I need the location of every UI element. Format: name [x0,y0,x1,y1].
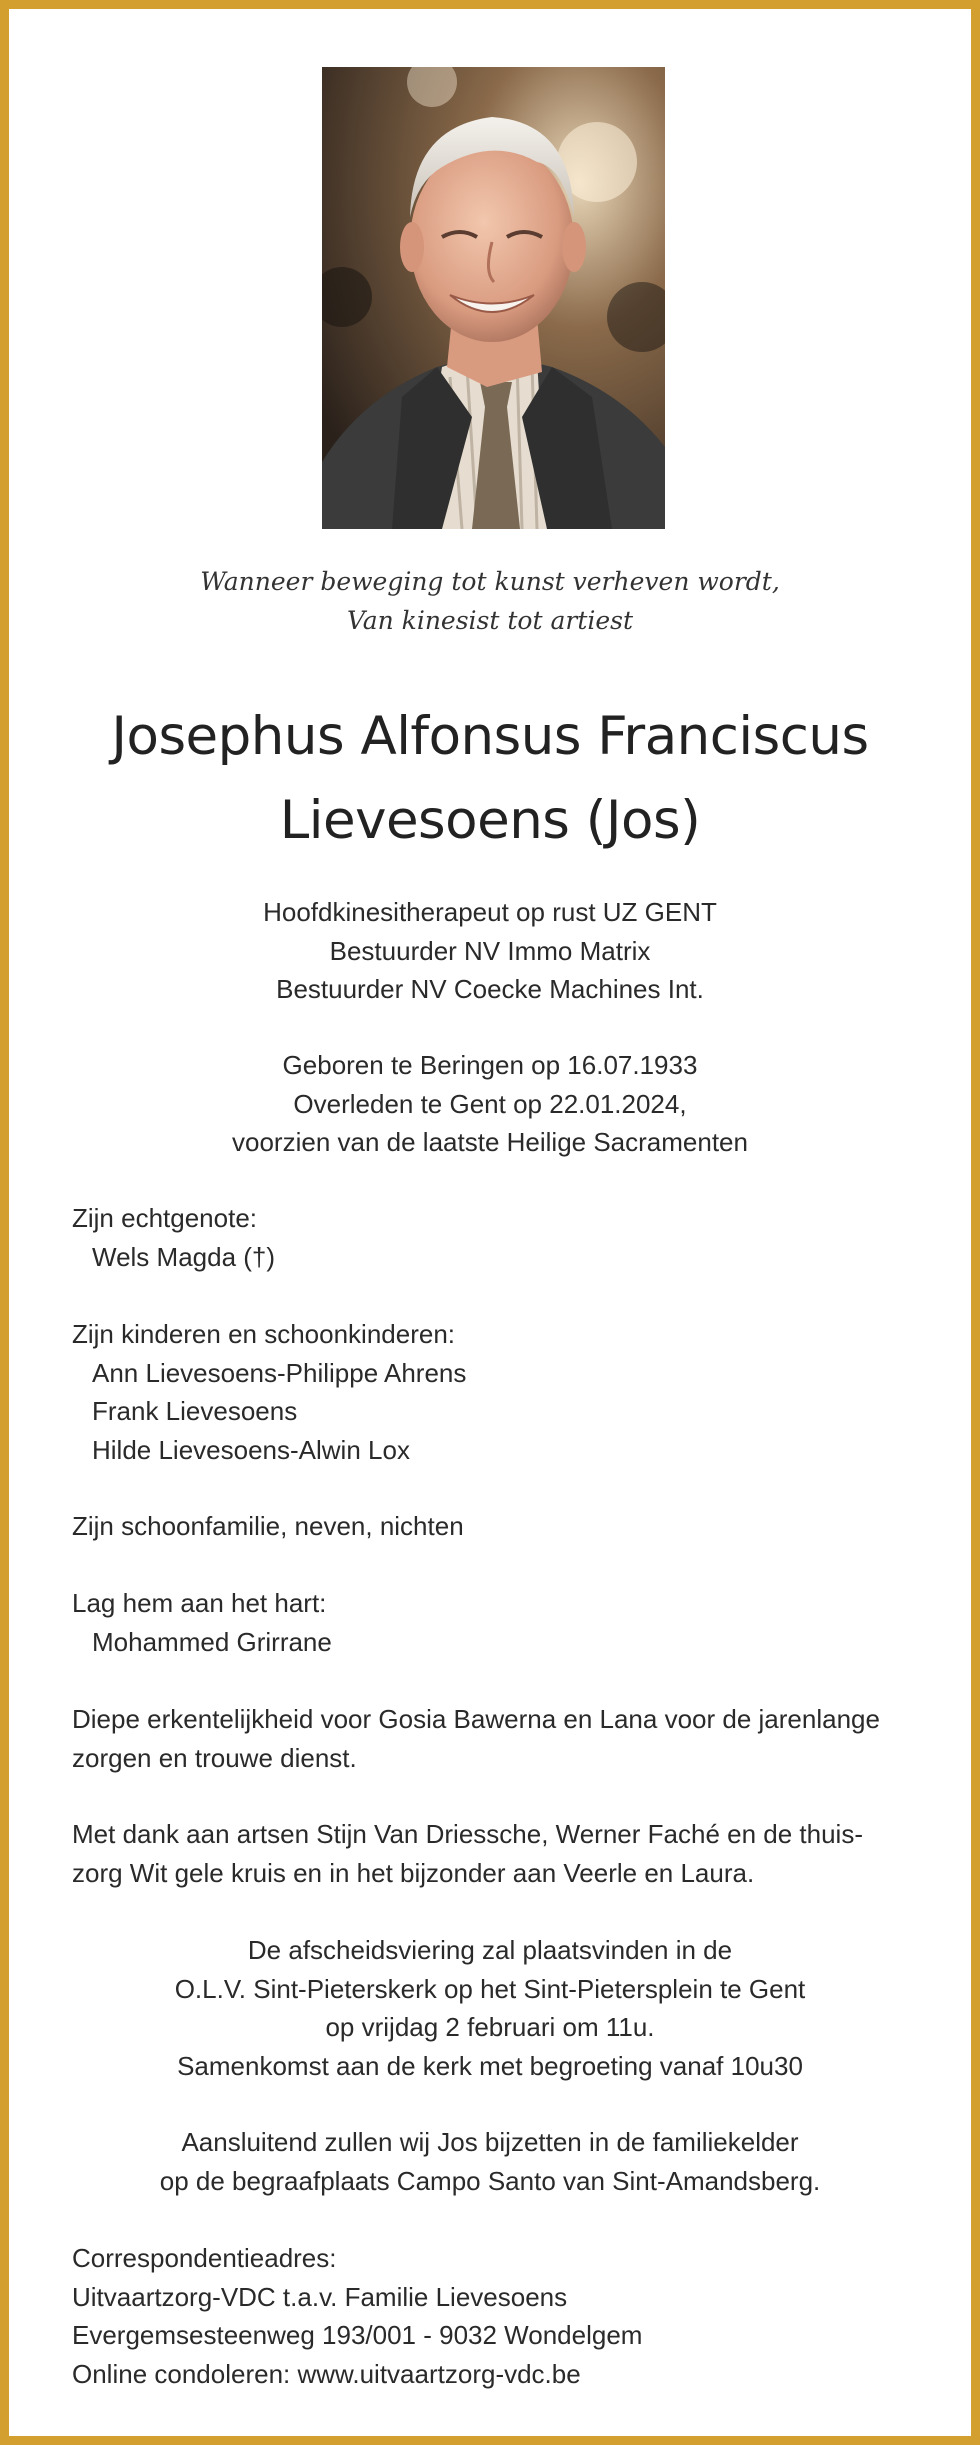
thanks-line: zorgen en trouwe dienst. [72,1742,357,1773]
ceremony-line: op vrijdag 2 februari om 11u. [325,2012,655,2042]
child-name: Frank Lievesoens [92,1396,298,1426]
dear-label: Lag hem aan het hart: [72,1588,327,1618]
motto-line: Van kinesist tot artiest [346,606,634,635]
burial-line: op de begraafplaats Campo Santo van Sint-Amandsberg. [159,2165,821,2196]
child-name: Ann Lievesoens-Philippe Ahrens [92,1357,467,1388]
family-section [72,1507,932,1546]
title-line: Hoofdkinesitherapeut op rust UZ GENT [263,897,717,927]
date-line: Geboren te Beringen op 16.07.1933 [282,1050,698,1080]
motto [9,562,971,640]
name-line: Lievesoens (Jos) [279,790,701,851]
thanks-line: zorg Wit gele kruis en in het bijzonder aan Veerle en Laura. [72,1857,755,1888]
child-name: Hilde Lievesoens-Alwin Lox [92,1434,410,1465]
motto-line: Wanneer beweging tot kunst verheven wordt, [200,567,780,596]
dear-section [72,1584,932,1661]
condolence-link[interactable]: Online condoleren: www.uitvaartzorg-vdc.be [72,2358,581,2389]
life-dates [9,1046,971,1162]
thanks-line: Diepe erkentelijkheid voor Gosia Bawerna en Lana voor de jarenlange [72,1704,880,1734]
portrait-illustration [322,67,665,529]
burial-line: Aansluitend zullen wij Jos bijzetten in de familiekelder [181,2127,799,2157]
deceased-name [9,695,971,863]
ceremony-line: O.L.V. Sint-Pieterskerk op het Sint-Pietersplein te Gent [174,1973,806,2004]
titles [9,893,971,1009]
ceremony-info [9,1931,971,2085]
children-section [72,1315,932,1469]
correspondence [72,2239,932,2393]
ceremony-line: De afscheidsviering zal plaatsvinden in de [247,1935,733,1965]
correspondence-line: Evergemsesteenweg 193/001 - 9032 Wondelgem [72,2320,643,2350]
thanks-line: Met dank aan artsen Stijn Van Driessche, Werner Faché en de thuis- [72,1819,863,1849]
spouse-section [72,1199,932,1276]
date-line: voorzien van de laatste Heilige Sacramenten [232,1127,748,1157]
ceremony-line: Samenkomst aan de kerk met begroeting vanaf 10u30 [177,2050,803,2081]
name-line: Josephus Alfonsus Franciscus [111,706,869,767]
date-line: Overleden te Gent op 22.01.2024, [293,1088,687,1119]
thanks-doctors [72,1815,932,1892]
spouse-name: Wels Magda (†) [92,1241,276,1272]
dear-name: Mohammed Grirrane [92,1626,332,1657]
title-line: Bestuurder NV Immo Matrix [329,935,651,966]
correspondence-label: Correspondentieadres: [72,2243,337,2273]
spouse-label: Zijn echtgenote: [72,1203,258,1233]
children-label: Zijn kinderen en schoonkinderen: [72,1319,456,1349]
thanks-caretakers [72,1700,932,1777]
title-line: Bestuurder NV Coecke Machines Int. [276,974,704,1004]
family-label: Zijn schoonfamilie, neven, nichten [72,1511,464,1541]
correspondence-line: Uitvaartzorg-VDC t.a.v. Familie Lievesoens [72,2281,568,2312]
portrait-photo [322,67,665,529]
burial-info [9,2123,971,2200]
